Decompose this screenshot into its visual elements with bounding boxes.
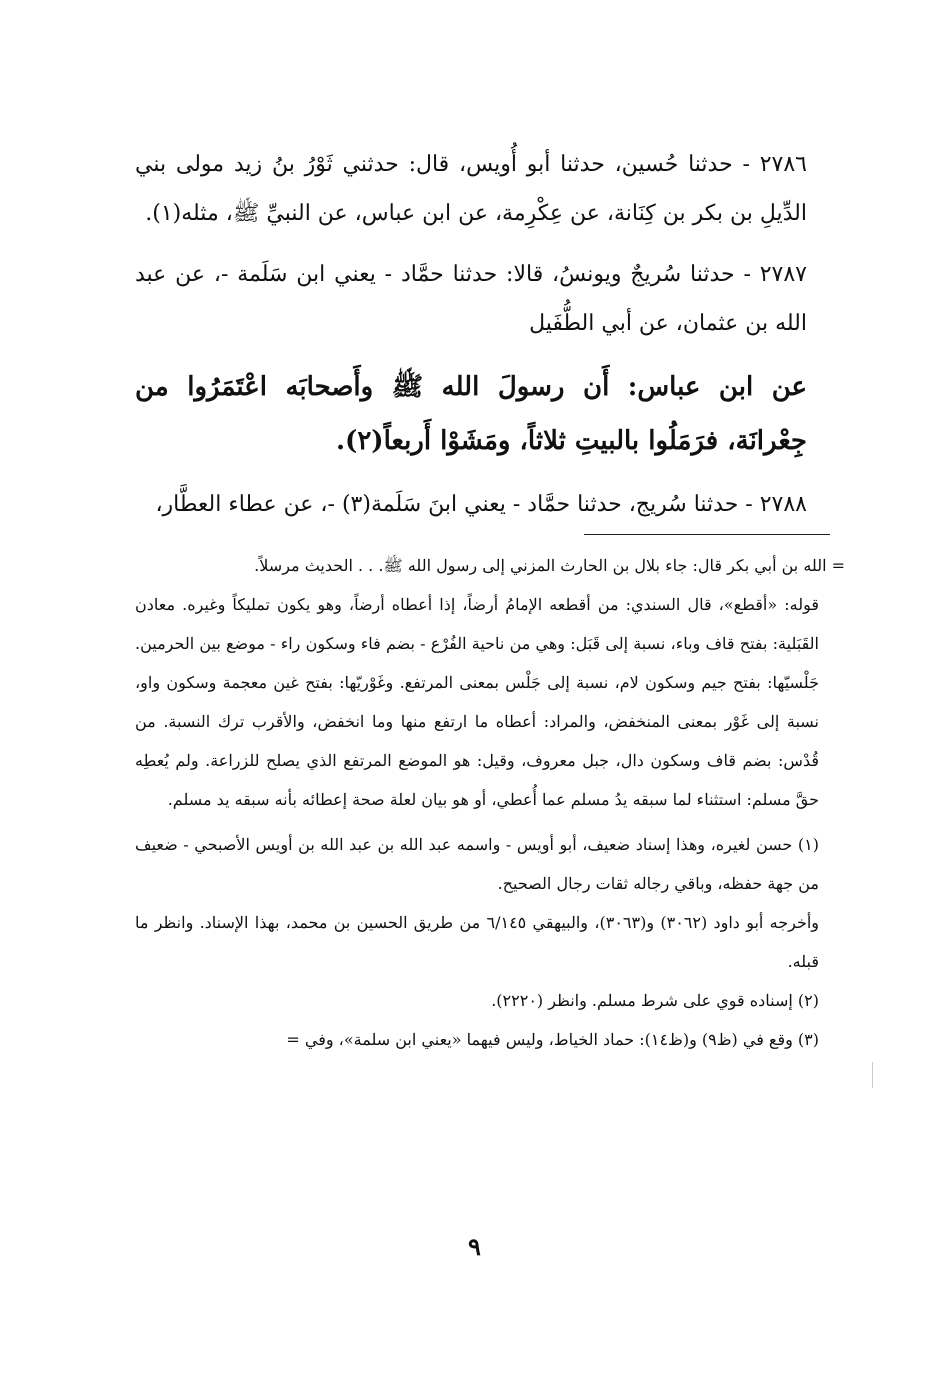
footnotes (135, 546, 845, 1059)
footnote-commentary: قوله: «أقطع»، قال السندي: من أقطعه الإمامُ أرضاً، إذا أعطاه أرضاً، وهو يكون تمليكاً وغيره. معادن القَبَلية: بفتح قاف وباء، نسبة إلى قَبَل: وهي من ناحية الفُرْع - بضم فاء وسكون راء - موضع بين الحرمين. جَلْسيّها: بفتح جيم وسكون لام، نسبة إلى جَلْس بمعنى المرتفع. وغَوْريّها: بفتح غين معجمة وسكون واو، نسبة إلى غَوْر بمعنى المنخفض، والمراد: أعطاه ما ارتفع منها وما انخفض، والأقرب ترك النسبة. من قُدْس: بضم قاف وسكون دال، جبل معروف، وقيل: هو الموضع المرتفع الذي يصلح للزراعة. ولم يُعطِه حقَّ مسلم: استثناء لما سبقه يدُ مسلم عما أُعطي، أو هو بيان لعلة صحة إعطائه بأنه سبقه يد مسلم. (135, 595, 819, 809)
hadith-2788: ٢٧٨٨ - حدثنا سُريج، حدثنا حمَّاد - يعني ابنَ سَلَمة(٣) -، عن عطاء العطَّار، (155, 492, 807, 517)
footnote-1: (١) حسن لغيره، وهذا إسناد ضعيف، أبو أويس - واسمه عبد الله بن عبد الله بن أويس الأصبحي - ضعيف من جهة حفظه، وباقي رجاله ثقات رجال الصحيح. (135, 835, 819, 893)
hadith-2787-matn: عن ابن عباس: أَن رسولَ الله ﷺ وأَصحابَه اعْتَمَرُوا من جِعْرانَة، فرَمَلُوا بالبيتِ ثلاثاً، ومَشَوْا أَربعاً(٢). (135, 372, 807, 456)
footnote-continuation: = الله بن أبي بكر قال: جاء بلال بن الحارث المزني إلى رسول الله ﷺ. . . الحديث مرسلاً. (254, 556, 845, 575)
hadith-2787-isnad: ٢٧٨٧ - حدثنا سُريجٌ ويونسُ، قالا: حدثنا حمَّاد - يعني ابن سَلَمة -، عن عبد الله بن عثمان، عن أبي الطُّفَيل (135, 262, 807, 336)
footnote-3: (٣) وقع في (ظ٩) و(ظ١٤): حماد الخياط، وليس فيهما «يعني ابن سلمة»، وفي = (286, 1030, 819, 1049)
footnote-divider (584, 534, 830, 535)
margin-mark (872, 1062, 875, 1088)
page-number: ٩ (468, 1232, 481, 1261)
footnote-1-extra: وأخرجه أبو داود (٣٠٦٢) و(٣٠٦٣)، والبيهقي ٦/١٤٥ من طريق الحسين بن محمد، بهذا الإسناد. وانظر ما قبله. (135, 913, 820, 971)
main-text (135, 140, 807, 541)
hadith-2786: ٢٧٨٦ - حدثنا حُسين، حدثنا أبو أُويس، قال: حدثني ثَوْرُ بنُ زيد مولى بني الدِّيلِ بن بكر بن كِنَانة، عن عِكْرِمة، عن ابن عباس، عن النبيِّ ﷺ، مثله(١). (135, 152, 807, 226)
footnote-2: (٢) إسناده قوي على شرط مسلم. وانظر (٢٢٢٠). (491, 991, 819, 1010)
